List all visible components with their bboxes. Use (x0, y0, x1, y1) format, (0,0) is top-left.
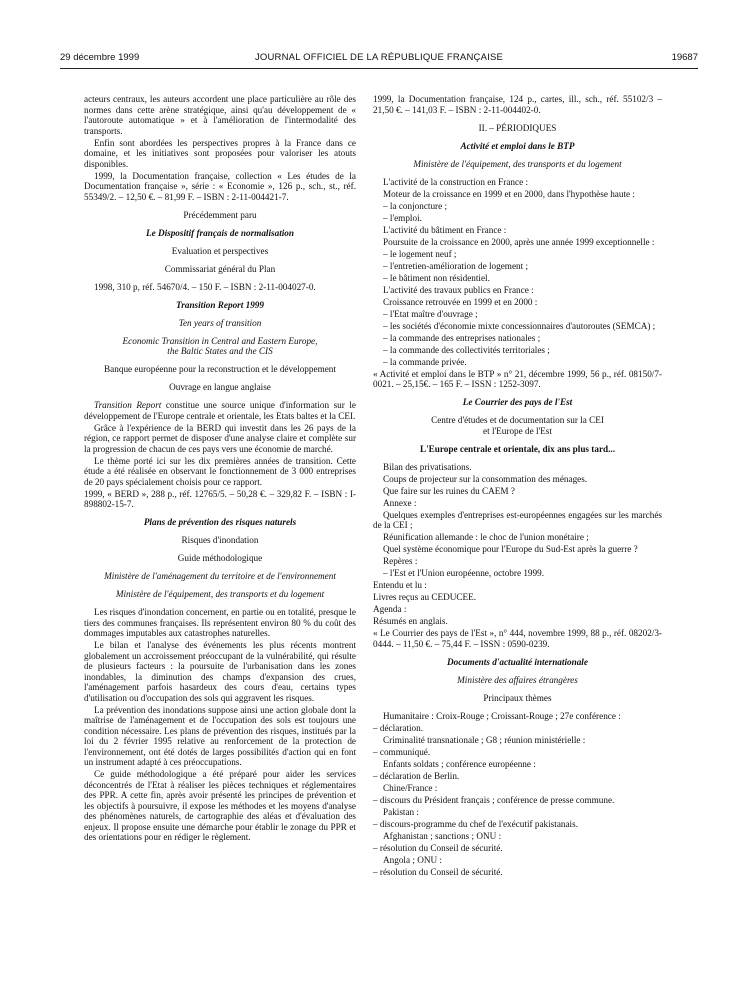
publication-title: Le Courrier des pays de l'Est (462, 397, 573, 407)
reference: 1999, la Documentation française, 124 p., cartes, ill., sch., réf. 55102/3 – 21,50 €. – 141,03 F. – ISBN : 2-11-004402-0. (373, 94, 662, 115)
list-item: Croissance retrouvée en 1999 et en 2000 : (383, 296, 538, 307)
list-item: – résolution du Conseil de sécurité. (373, 866, 503, 877)
list-item: Humanitaire : Croix-Rouge ; Croissant-Rouge ; 27e conférence : (383, 710, 621, 721)
list-item: Réunification allemande : le choc de l'union monétaire ; (383, 532, 589, 542)
publication-title: Documents d'actualité internationale (447, 656, 588, 667)
left-column (84, 94, 356, 844)
paragraph: Le thème porté ici sur les dix premières années de transition. Cette étude a été réalisée en observant le fonctionnement de 3 000 entreprises de 20 pays spécialement choisis pour ce rapport. (84, 455, 356, 487)
list-item: Repères : (383, 556, 418, 566)
publication-subtitle (84, 336, 356, 357)
list-item: Poursuite de la croissance en 2000, après une année 1999 exceptionnelle : (383, 236, 655, 247)
publication-author (373, 415, 662, 436)
publication-author: Commissariat général du Plan (164, 263, 276, 274)
publication-language: Ouvrage en langue anglaise (169, 382, 271, 392)
paragraph: Ce guide méthodologique a été préparé pour aider les services déconcentrés de l'Etat à réaliser les pièces techniques et réglementaires des PPR. A cette fin, après avoir présenté les principes de prévention et les objectifs à poursuivre, il expose les méthodes et les moyens d'analyse des phénomènes naturels, de cartographie des aléas et d'évaluation des enjeux. Il propose ensuite une démarche pour établir le zonage du PPR et des orientations pour en rédiger le règlement. (84, 769, 356, 842)
list-item: L'activité du bâtiment en France : (383, 224, 507, 235)
subsection-label: Principaux thèmes (483, 692, 552, 703)
publication-subtitle: Guide méthodologique (177, 553, 263, 563)
list-item: – l'entretien-amélioration de logement ; (383, 260, 529, 271)
list-item: – déclaration de Berlin. (373, 770, 460, 781)
header-page-number: 19687 (671, 52, 698, 63)
list-item: – discours-programme du chef de l'exécutif pakistanais. (373, 818, 578, 829)
publication-author: Ministère des affaires étrangères (457, 674, 578, 685)
list-item: Agenda : (373, 604, 407, 614)
list-item: – résolution du Conseil de sécurité. (373, 842, 503, 853)
list-item: Afghanistan ; sanctions ; ONU : (383, 830, 502, 841)
publication-author: Ministère de l'aménagement du territoire et de l'environnement (104, 571, 336, 581)
paragraph (84, 400, 356, 421)
subtitle-line: the Baltic States and the CIS (167, 346, 273, 356)
publication-title: Plans de prévention des risques naturels (143, 517, 297, 527)
list-item: Criminalité transnationale ; G8 ; réunion ministérielle : (383, 734, 586, 745)
issue-title: L'Europe centrale et orientale, dix ans plus tard... (419, 443, 616, 454)
page-header (60, 52, 698, 66)
publication-title: Le Dispositif français de normalisation (145, 227, 295, 238)
author-line: Centre d'études et de documentation sur la CEI (431, 415, 604, 425)
section-label: Précédemment paru (183, 209, 257, 220)
paragraph: La prévention des inondations suppose ainsi une action globale dont la maîtrise de l'aménagement et de l'occupation des sols est toujours une condition nécessaire. Les plans de prévention des risques, institués par la loi du 2 février 1995 relative au renforcement de la protection de l'environnement, ont été dotés de larges possibilités d'action qui en font un instrument adapté à ces préoccupations. (84, 704, 356, 767)
publication-author: Banque européenne pour la reconstruction et le développement (104, 364, 336, 374)
list-item: – communiqué. (373, 746, 431, 757)
list-item: – l'emploi. (383, 212, 422, 223)
list-item: Résumés en anglais. (373, 616, 448, 626)
list-item: – la commande des entreprises nationales ; (383, 332, 541, 343)
list-item: Entendu et lu : (373, 580, 427, 590)
header-rule (60, 68, 698, 69)
paragraph: Grâce à l'expérience de la BERD qui investit dans les 26 pays de la région, ce rapport permet de disposer d'une analyse claire et complète sur la progression de chacun de ces pays vers une économie de marché. (84, 422, 356, 454)
paragraph: acteurs centraux, les auteurs accordent une place particulière au rôle des normes dans cette arène stratégique, ainsi qu'au développement de « l'autoroute automatique » et à l'amélioration de l'intermodalité des transports. (84, 94, 356, 136)
publication-author: Ministère de l'équipement, des transports et du logement (115, 589, 325, 599)
reference: « Le Courrier des pays de l'Est », n° 444, novembre 1999, 88 p., réf. 08202/3-0444. – 11,50 €. – 75,44 F. – ISSN : 0590-0239. (373, 628, 662, 649)
paragraph: Enfin sont abordées les perspectives propres à la France dans ce domaine, et les initiatives sont proposées pour valoriser les atouts disponibles. (84, 137, 356, 169)
list-item: Coups de projecteur sur la consommation des ménages. (383, 473, 588, 484)
list-item: Enfants soldats ; conférence européenne : (383, 758, 536, 769)
list-item: Livres reçus au CEDUCEE. (373, 592, 477, 602)
reference: 1998, 310 p, réf. 54670/4. – 150 F. – ISBN : 2-11-004027-0. (94, 281, 316, 292)
list-item: – le logement neuf ; (383, 248, 457, 259)
list-item: Quel système économique pour l'Europe du Sud-Est après la guerre ? (383, 544, 638, 554)
paragraph: Le bilan et l'analyse des événements les plus récents montrent globalement un accroissement préoccupant de la vulnérabilité, qui résulte de plusieurs facteurs : la poursuite de l'urbanisation dans les zones inondables, la diminution des champs d'expansion des crues, l'aménagement parfois hasardeux des cours d'eau, certains types d'utilisation ou d'occupation des sols qui aggravent les risques. (84, 640, 356, 703)
publication-subtitle: Risques d'inondation (181, 535, 259, 545)
reference: 1999, « BERD », 288 p., réf. 12765/5. – 50,28 €. – 329,82 F. – ISBN : I-898802-15-7. (84, 488, 356, 509)
section-heading: II. – PÉRIODIQUES (478, 122, 557, 133)
list-item: – la commande des collectivités territoriales ; (383, 344, 550, 355)
list-item: – la conjoncture ; (383, 200, 448, 211)
header-journal-title: JOURNAL OFFICIEL DE LA RÉPUBLIQUE FRANÇAISE (254, 52, 504, 63)
list-item: Quelques exemples d'entreprises est-européennes engagées sur les marchés de la CEI ; (373, 509, 662, 530)
reference: « Activité et emploi dans le BTP » n° 21, décembre 1999, 56 p., réf. 08150/7-0021. – 25,15€. – 165 F. – ISSN : 1252-3097. (373, 368, 662, 389)
paragraph: Les risques d'inondation concernent, en partie ou en totalité, presque le tiers des communes françaises. Ils représentent environ 80 % du coût des dommages imputables aux catastrophes naturelles. (84, 607, 356, 638)
reference: 1999, la Documentation française, collection « Les études de la Documentation française », série : « Economie », 126 p., sch., st., réf. 55349/2. – 12,50 €. – 81,99 F. – ISBN : 2-11-004421-7. (84, 170, 356, 202)
list-item: – les sociétés d'économie mixte concessionnaires d'autoroutes (SEMCA) ; (383, 320, 656, 331)
publication-title: Activité et emploi dans le BTP (460, 140, 575, 151)
publication-author: Ministère de l'équipement, des transports et du logement (413, 158, 622, 169)
list-item: Chine/France : (383, 782, 438, 793)
header-date: 29 décembre 1999 (60, 52, 140, 63)
list-item: Annexe : (383, 497, 417, 508)
right-column (373, 94, 662, 879)
subtitle-line: Economic Transition in Central and Eastern Europe, (122, 335, 318, 346)
list-item: – discours du Président français ; conférence de presse commune. (373, 794, 615, 805)
list-item: Angola ; ONU : (383, 854, 442, 865)
list-item: – l'Est et l'Union européenne, octobre 1999. (383, 568, 544, 578)
list-item: – le bâtiment non résidentiel. (383, 272, 490, 283)
publication-subtitle: Ten years of transition (178, 317, 262, 328)
inline-title: Transition Report (94, 400, 162, 410)
list-item: Moteur de la croissance en 1999 et en 2000, dans l'hypothèse haute : (383, 188, 635, 199)
list-item: Bilan des privatisations. (383, 461, 472, 472)
list-item: – déclaration. (373, 722, 423, 733)
publication-subtitle: Evaluation et perspectives (171, 245, 269, 256)
list-item: – la commande privée. (383, 356, 467, 367)
list-item: L'activité des travaux publics en France : (383, 284, 534, 295)
publication-title: Transition Report 1999 (176, 299, 264, 310)
list-item: L'activité de la construction en France : (383, 176, 529, 187)
list-item: Que faire sur les ruines du CAEM ? (383, 485, 515, 496)
list-item: – l'Etat maître d'ouvrage ; (383, 308, 478, 319)
paragraph-text: constitue une source unique d'information sur le développement de l'Europe centrale et orientale, les Etats baltes et la CEI. (84, 400, 357, 421)
author-line: et l'Europe de l'Est (483, 425, 552, 436)
list-item: Pakistan : (383, 806, 419, 817)
